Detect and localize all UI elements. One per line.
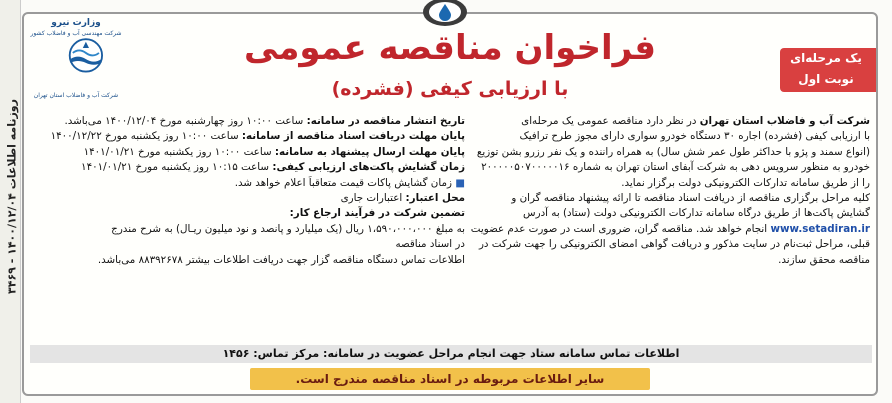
side-strip-text: روزنامه اطلاعات ۱۴۰۰/۱۲/۰۴ - ۳۴۶۹ (5, 99, 19, 294)
publish-date-label: تاریخ انتشار مناقصه در سامانه: (306, 115, 465, 127)
price-opening-note: زمان گشایش پاکات قیمت متعاقباً اعلام خواهد شد. (234, 176, 452, 189)
guarantee-amount-cont: در اسناد مناقصه (395, 238, 465, 251)
logo-company-text: شرکت مهندسی آب و فاضلاب کشور (30, 30, 122, 37)
side-strip (0, 0, 21, 403)
description-line-1: در نظر دارد مناقصه عمومی یک مرحله‌ای (521, 115, 700, 127)
offer-deadline-value: ساعت ۱۰:۰۰ روز یکشنبه مورخ ۱۴۰۱/۰۱/۲۱ (83, 145, 275, 158)
square-bullet-icon: ■ (451, 176, 465, 189)
offer-deadline-label: پایان مهلت ارسال پیشنهاد به سامانه: (274, 145, 465, 158)
guarantee-label: تضمین شرکت در فرآیند ارجاع کار: (289, 207, 465, 220)
logo-province-text: شرکت آب و فاضلاب استان تهران (33, 92, 119, 99)
docs-deadline-value: ساعت ۱۰:۰۰ روز یکشنبه مورخ ۱۴۰۰/۱۲/۲۲ (50, 130, 242, 143)
guarantee-amount: به مبلغ ۱،۵۹۰،۰۰۰،۰۰۰ ریال (یک میلیارد و پانصد و نود میلیون ریـال) به شرح مندرج (111, 222, 465, 235)
more-info-banner: سایر اطلاعات مربوطه در اسناد مناقصه مندرج است. (250, 368, 650, 390)
validity-value: اعتبارات جاری (340, 192, 406, 205)
organizer-name: شرکت آب و فاضلاب استان تهران (699, 115, 870, 127)
description-line-5: را از طریق سامانه تدارکات الکترونیکی دولت برگزار نماید. (621, 176, 870, 189)
ad-title: فراخوان مناقصه عمومی (243, 28, 657, 68)
description-line-9: قبلی، مراحل ثبت‌نام در سایت مذکور و دریافت گواهی امضای الکترونیکی را جهت شرکت در (478, 238, 870, 251)
setad-website-link[interactable]: www.setadiran.ir (770, 222, 870, 235)
description-line-2: با ارزیابی کیفی (فشرده) اجاره ۳۰ دستگاه خودرو سواری دارای مجوز طرح ترافیک (519, 130, 870, 143)
schedule-column (30, 114, 465, 268)
stage-type-label: یک مرحله‌ای (790, 51, 862, 65)
ad-subtitle: با ارزیابی کیفی (فشرده) (331, 78, 569, 100)
validity-label: محل اعتبار: (405, 192, 465, 205)
opening-time-label: زمان گشایش پاکت‌های ارزیابی کیفی: (272, 161, 465, 174)
contact-info-line: اطلاعات تماس دستگاه مناقصه گزار جهت دریافت اطلاعات بیشتر ۸۸۳۹۲۶۷۸ می‌باشد. (97, 253, 465, 266)
logo-ministry-text: وزارت نیرو (51, 18, 101, 28)
description-line-7: گشایش پاکت‌ها از طریق درگاه سامانه تدارکات الکترونیکی دولت (ستاد) به آدرس (523, 207, 870, 220)
description-line-6: کلیه مراحل برگزاری مناقصه از دریافت اسناد مناقصه تا ارائه پیشنهاد مناقصه گران و (511, 192, 870, 205)
description-line-4: خودرو به منظور سرویس دهی به شرکت آبفای استان تهران به شماره ۲۰۰۰۰۰۵۰۷۰۰۰۰۰۱۶ (481, 161, 870, 174)
publish-date-value: ساعت ۱۰:۰۰ روز چهارشنبه مورخ ۱۴۰۰/۱۲/۰۴ می‌باشد. (64, 115, 307, 127)
round-label: نوبت اول (798, 72, 854, 86)
contact-bar: اطلاعات تماس سامانه ستاد جهت انجام مراحل عضویت در سامانه: مرکز تماس: ۱۴۵۶ (30, 345, 872, 363)
water-drop-badge-icon (418, 0, 472, 30)
description-column (470, 114, 870, 268)
description-line-8: انجام خواهد شد. مناقصه گران، ضروری است در صورت عدم عضویت (470, 222, 771, 235)
description-line-3: (انواع سمند و پژو با حداکثر طول عمر شش سال) به همراه راننده و یک نفر رزرو بشن توزیع (476, 145, 870, 158)
description-line-10: مناقصه محقق سازند. (778, 253, 870, 266)
docs-deadline-label: پایان مهلت دریافت اسناد مناقصه از سامانه: (241, 130, 465, 143)
water-company-logo-icon (48, 38, 130, 94)
opening-time-value: ساعت ۱۰:۱۵ روز یکشنبه مورخ ۱۴۰۱/۰۱/۲۱ (81, 161, 273, 174)
